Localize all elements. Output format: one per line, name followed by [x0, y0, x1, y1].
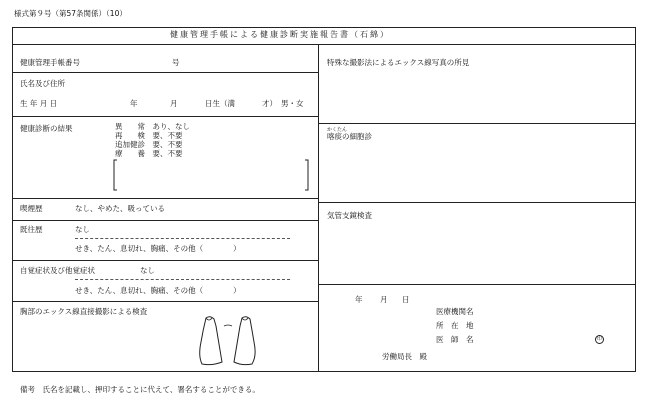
form-id: 様式第９号（第57条関係）（10） [14, 9, 127, 18]
row-divider [318, 123, 636, 124]
report-form [12, 27, 636, 372]
row-divider [12, 198, 318, 199]
footnote: 備考 氏名を記載し、押印することに代えて、署名することができる。 [20, 385, 260, 394]
doctor-label: 医 師 名 [436, 335, 474, 344]
age-unit: 才） [262, 99, 277, 108]
location-label: 所 在 地 [436, 321, 474, 330]
row-divider [12, 72, 318, 73]
form-title: 健康管理手帳による健康診断実施報告書（石綿） [170, 30, 390, 39]
result-recheck: 再 検 要、不要 [115, 131, 183, 140]
birth-month: 月 [170, 99, 178, 108]
row-divider [318, 202, 636, 203]
smoking-label: 喫煙歴 [20, 204, 43, 213]
birth-label: 生 年 月 日 [20, 99, 58, 108]
notebook-number-label: 健康管理手帳番号 [20, 58, 80, 67]
row-divider [12, 260, 318, 261]
seal-mark: 印 [596, 336, 602, 342]
sputum-label: 喀痰の細胞診 [327, 132, 372, 141]
smoking-options: なし、やめた、吸っている [75, 204, 165, 213]
special-xray-label: 特殊な撮影法によるエックス線写真の所見 [327, 58, 470, 67]
row-divider [318, 284, 636, 285]
birth-day-age: 日生（満 [205, 99, 235, 108]
sex-options: 男・女 [281, 99, 304, 108]
report-year: 年 [355, 295, 363, 304]
report-day: 日 [402, 295, 410, 304]
birth-year: 年 [130, 99, 138, 108]
chest-xray-label: 胸部のエックス線直接撮影による検査 [20, 307, 148, 316]
row-divider [12, 116, 318, 117]
history-symptoms: せき、たん、息切れ、胸痛、その他（ ） [75, 244, 241, 253]
lung-sketch-icon [192, 314, 272, 370]
results-bracket [112, 158, 314, 194]
result-additional: 追加健診 要、不要 [115, 140, 183, 149]
result-treatment: 療 養 要、不要 [115, 149, 183, 158]
subjective-symptoms: せき、たん、息切れ、胸痛、その他（ ） [75, 286, 241, 295]
institution-label: 医療機関名 [436, 307, 474, 316]
result-abnormal: 異 常 あり、なし [115, 122, 190, 131]
report-month: 月 [380, 295, 388, 304]
name-address-label: 氏名及び住所 [20, 79, 65, 88]
subjective-dashed-line [75, 279, 290, 280]
bronchoscopy-label: 気管支鏡検査 [327, 211, 372, 220]
notebook-number-suffix: 号 [172, 58, 180, 67]
history-label: 既往歴 [20, 225, 43, 234]
title-divider [12, 44, 636, 45]
subjective-none: なし [140, 266, 155, 275]
subjective-label: 自覚症状及び他覚症状 [20, 266, 95, 275]
center-divider [318, 44, 319, 372]
row-divider [12, 301, 318, 302]
history-dashed-line [75, 238, 290, 239]
results-label: 健康診断の結果 [20, 124, 73, 133]
history-none: なし [75, 225, 90, 234]
sputum-ruby: かくたん [327, 127, 348, 133]
addressee-label: 労働局長 殿 [382, 352, 427, 361]
row-divider [12, 220, 318, 221]
